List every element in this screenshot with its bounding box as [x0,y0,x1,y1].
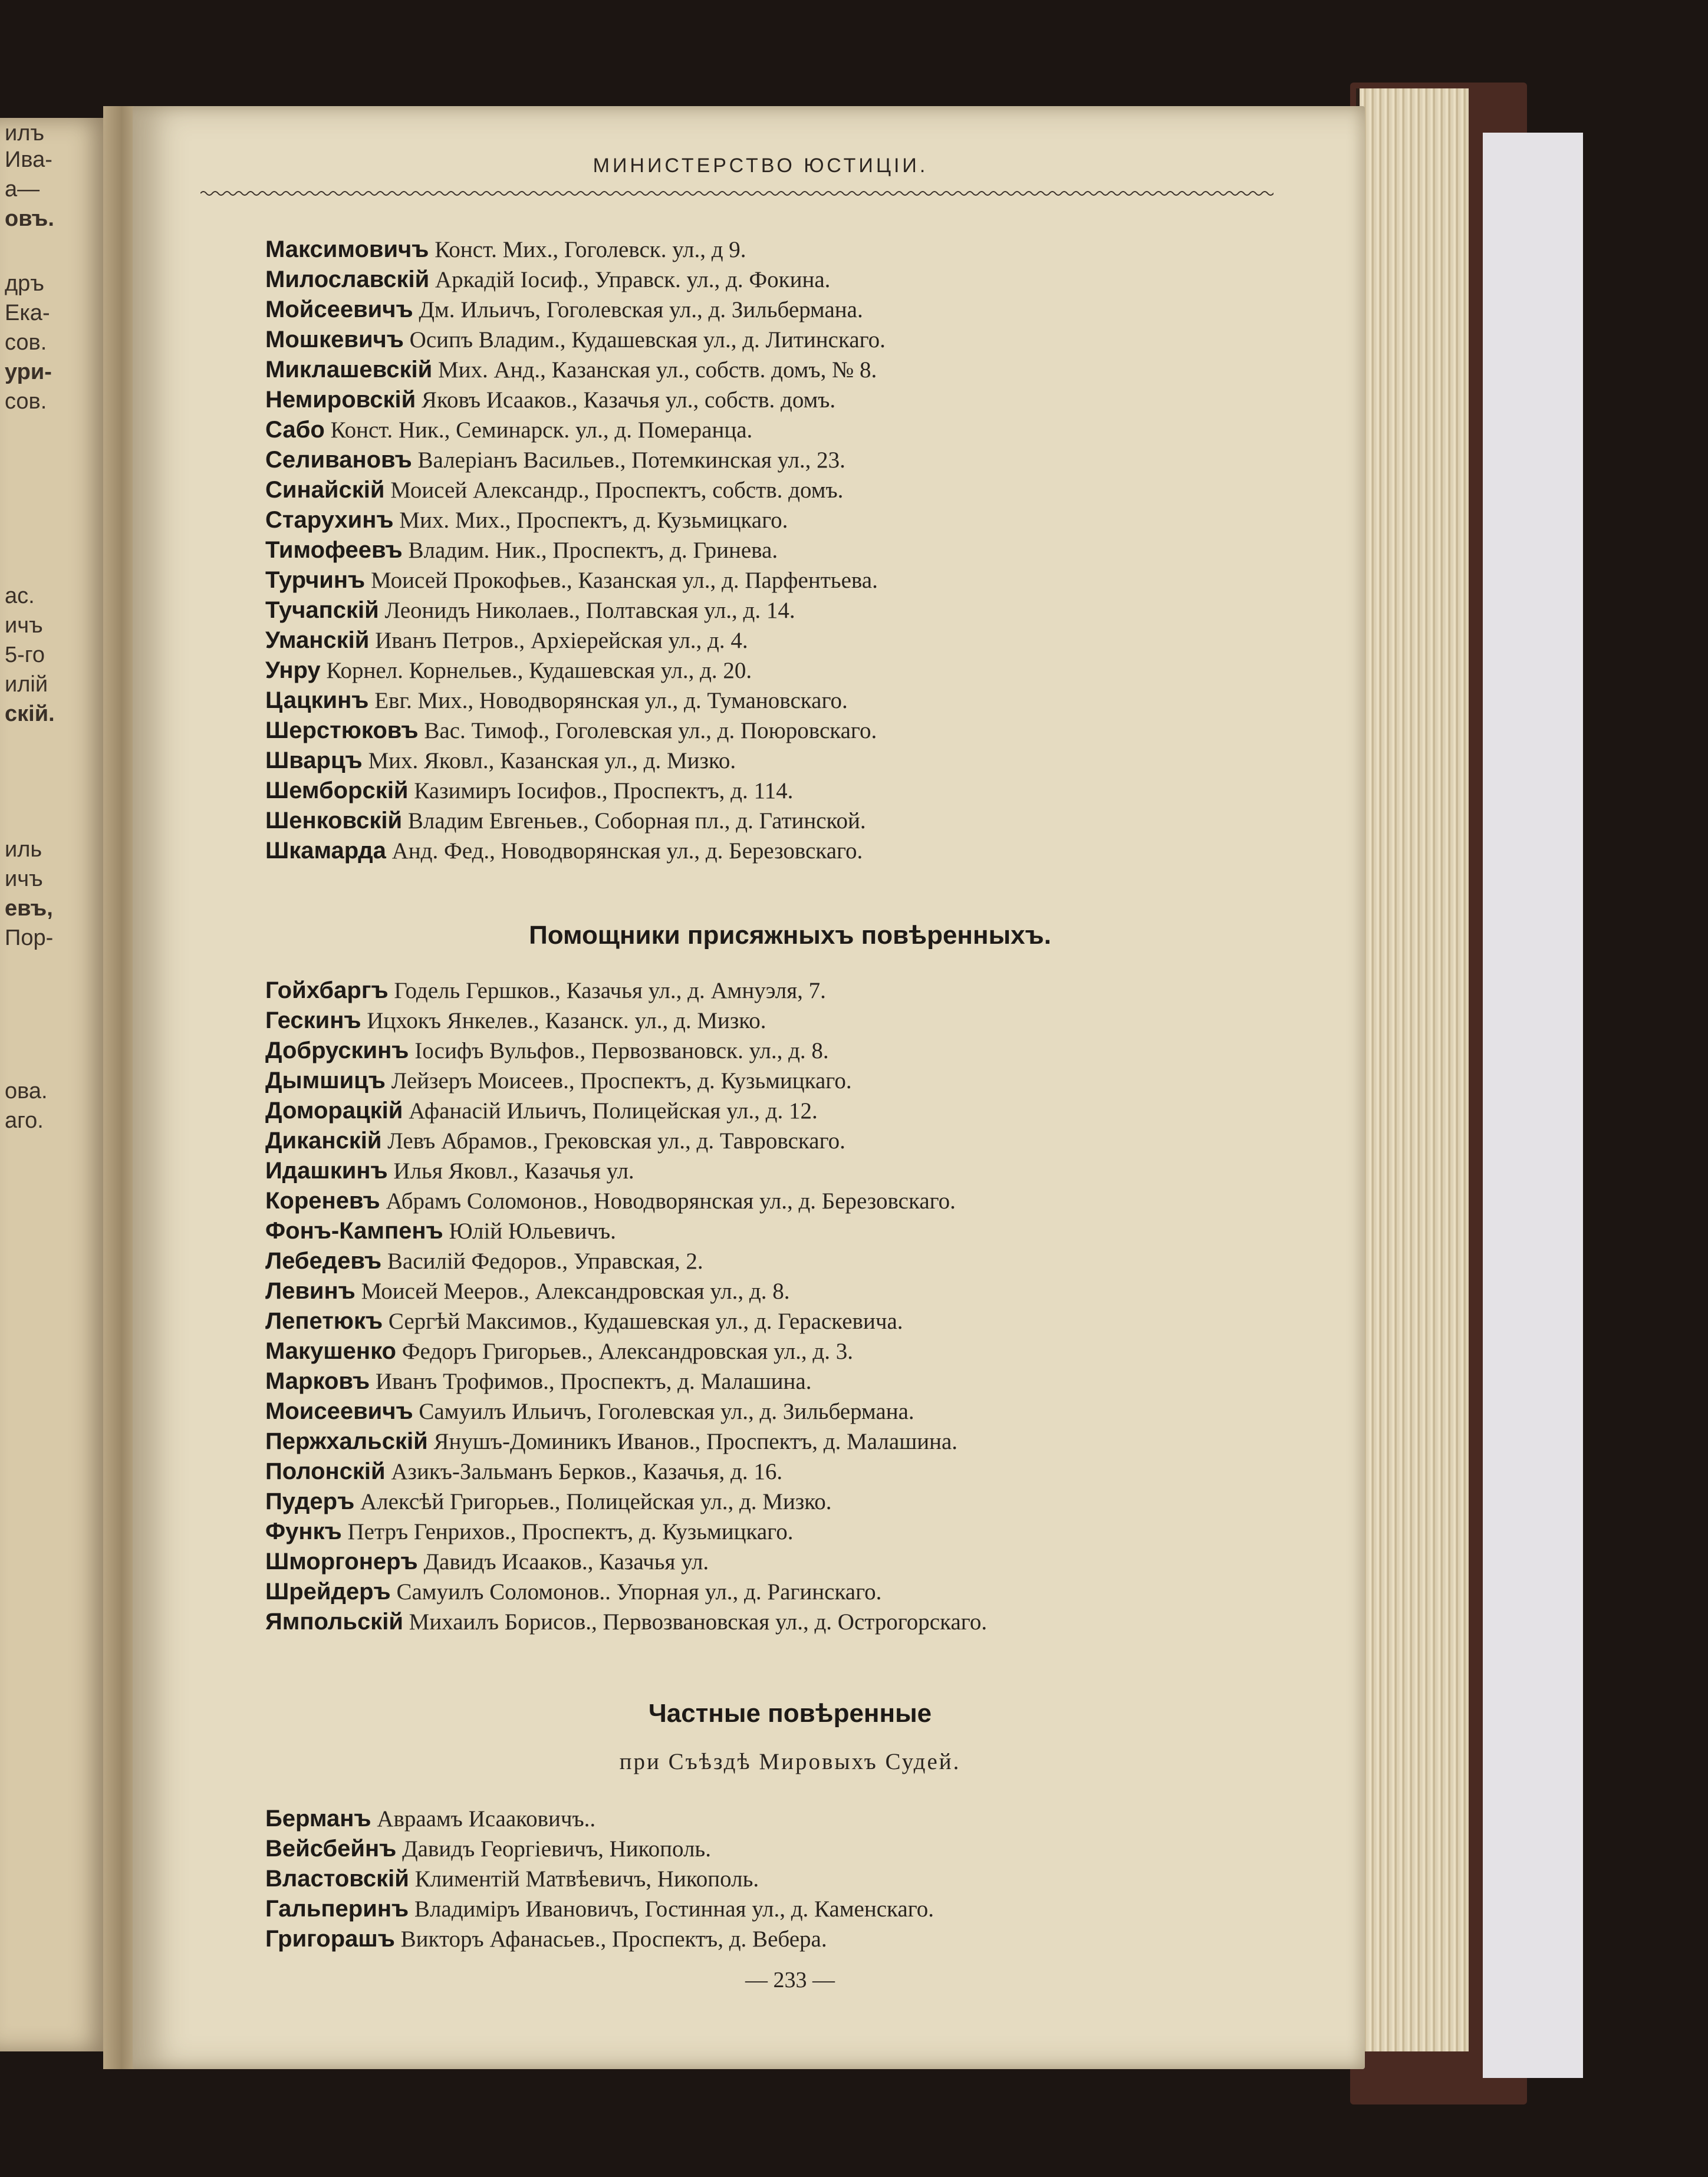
person-surname: Гескинъ [265,1007,361,1033]
list-item [265,1547,1327,1577]
person-surname: Шморгонеръ [265,1549,418,1575]
person-details: Самуилъ Ильичъ, Гоголевская ул., д. Зильбермана. [419,1399,914,1424]
left-page-fragment: евъ, [5,896,53,921]
person-surname: Полонскій [265,1458,386,1484]
left-page-fragment: ури- [5,360,52,384]
list-item [265,1487,1327,1517]
person-surname: Турчинъ [265,567,366,593]
person-details: Авраамъ Исааковичъ.. [377,1806,596,1832]
person-details: Осипъ Владим., Кудашевская ул., д. Литинскаго. [409,327,886,353]
list-item [265,535,1327,565]
list-item [265,295,1327,325]
left-page-fragment: сов. [5,330,47,355]
list-item [265,445,1327,475]
list-item [265,1427,1327,1457]
person-details: Мих. Яковл., Казанская ул., д. Мизко. [368,748,736,773]
left-page-fragment: Пор- [5,926,54,950]
person-surname: Шварцъ [265,747,363,773]
list-item [265,1186,1327,1216]
list-item [265,1517,1327,1547]
person-surname: Унру [265,657,321,683]
person-details: Іосифъ Вульфов., Первозвановск. ул., д. 8. [414,1038,829,1063]
person-details: Конст. Мих., Гоголевск. ул., д 9. [435,237,746,262]
person-surname: Пержхальскій [265,1428,428,1454]
left-page-fragment: дръ [5,271,45,296]
person-surname: Фонъ-Кампенъ [265,1218,443,1244]
left-page-edge [0,118,112,2051]
person-surname: Григорашъ [265,1926,395,1952]
list-item [265,976,1327,1006]
person-details: Леонидъ Николаев., Полтавская ул., д. 14. [384,598,795,623]
section-1-entries [265,235,1327,866]
left-page-fragment: илъ [5,121,45,146]
person-details: Лейзеръ Моисеев., Проспектъ, д. Кузьмицкаго. [391,1068,852,1094]
left-page-fragment: ова. [5,1079,48,1104]
person-surname: Мошкевичъ [265,327,404,353]
person-details: Давидъ Георгіевичъ, Никополь. [402,1836,711,1862]
person-details: Викторъ Афанасьев., Проспектъ, д. Вебера. [400,1926,827,1952]
person-surname: Марковъ [265,1368,370,1394]
list-item [265,746,1327,776]
section-3-entries [265,1804,1327,1954]
list-item [265,1607,1327,1637]
list-item [265,265,1327,295]
person-details: Самуилъ Соломонов.. Упорная ул., д. Рагинскаго. [396,1579,882,1605]
list-item [265,776,1327,806]
person-surname: Уманскій [265,627,370,653]
left-page-fragment: Ива- [5,147,52,172]
person-surname: Мойсеевичъ [265,297,413,322]
person-details: Азикъ-Зальманъ Берков., Казачья, д. 16. [391,1459,783,1484]
person-details: Владиміръ Ивановичъ, Гостинная ул., д. Каменскаго. [414,1896,934,1922]
person-details: Дм. Ильичъ, Гоголевская ул., д. Зильбермана. [419,297,863,322]
person-details: Афанасій Ильичъ, Полицейская ул., д. 12. [409,1098,818,1124]
list-item [265,1894,1327,1924]
person-details: Юлій Юльевичъ. [449,1218,616,1244]
person-details: Вас. Тимоф., Гоголевская ул., д. Поюровскаго. [424,718,877,743]
left-page-fragment: сов. [5,389,47,414]
list-item [265,1066,1327,1096]
person-details: Иванъ Петров., Архіерейская ул., д. 4. [375,628,748,653]
person-surname: Синайскій [265,477,385,503]
person-details: Федоръ Григорьев., Александровская ул., д. 3. [402,1339,854,1364]
list-item [265,1006,1327,1036]
list-item [265,716,1327,746]
person-surname: Ямпольскій [265,1609,403,1635]
person-details: Моисей Мееров., Александровская ул., д. 8. [361,1279,790,1304]
list-item [265,1366,1327,1397]
person-details: Абрамъ Соломонов., Новодворянская ул., д. Березовскаго. [386,1188,956,1214]
left-page-fragment: скій. [5,701,55,726]
person-details: Алексѣй Григорьев., Полицейская ул., д. Мизко. [360,1489,832,1514]
list-item [265,1397,1327,1427]
person-surname: Гальперинъ [265,1896,409,1922]
person-details: Василій Федоров., Управская, 2. [387,1249,703,1274]
list-item [265,565,1327,595]
list-item [265,1804,1327,1834]
person-surname: Селивановъ [265,447,412,473]
list-item [265,1276,1327,1306]
section-title-assistants: Помощники присяжныхъ повѣренныхъ. [529,921,1051,950]
person-surname: Функъ [265,1519,342,1544]
person-details: Евг. Мих., Новодворянская ул., д. Тумановскаго. [374,688,848,713]
list-item [265,1834,1327,1864]
person-surname: Сабо [265,417,325,443]
person-details: Владим Евгеньев., Соборная пл., д. Гатинской. [407,808,866,834]
person-details: Мих. Анд., Казанская ул., собств. домъ, № 8. [437,357,877,383]
list-item [265,836,1327,866]
running-head: МИНИСТЕРСТВО ЮСТИЦІИ. [593,154,929,177]
section-subtitle: при Съѣздѣ Мировыхъ Судей. [619,1749,961,1774]
left-page-fragment: овъ. [5,206,54,231]
left-page-fragment: аго. [5,1108,44,1133]
list-item [265,505,1327,535]
person-details: Иванъ Трофимов., Проспектъ, д. Малашина. [375,1369,812,1394]
page-number: — 233 — [745,1968,835,1992]
person-surname: Максимовичъ [265,236,429,262]
person-surname: Шрейдеръ [265,1579,391,1605]
person-surname: Дымшицъ [265,1068,386,1094]
person-surname: Берманъ [265,1806,371,1832]
background-card [1483,133,1583,2078]
person-details: Годель Гершков., Казачья ул., д. Амнуэля, 7. [394,978,826,1003]
person-details: Ицхокъ Янкелев., Казанск. ул., д. Мизко. [367,1008,766,1033]
person-surname: Шерстюковъ [265,717,419,743]
person-surname: Левинъ [265,1278,356,1304]
list-item [265,1457,1327,1487]
left-page-fragment: илій [5,672,48,697]
person-details: Левъ Абрамов., Грековская ул., д. Тавровскаго. [387,1128,845,1154]
list-item [265,355,1327,385]
list-item [265,235,1327,265]
section-2-entries [265,976,1327,1637]
person-surname: Милославскій [265,266,430,292]
person-details: Петръ Генрихов., Проспектъ, д. Кузьмицкаго. [347,1519,794,1544]
person-details: Владим. Ник., Проспектъ, д. Гринева. [408,538,778,563]
list-item [265,1246,1327,1276]
person-surname: Миклашевскій [265,357,433,383]
left-page-fragment: иль [5,837,42,862]
person-details: Корнел. Корнельев., Кудашевская ул., д. 20. [326,658,752,683]
person-details: Валеріанъ Васильев., Потемкинская ул., 23. [417,447,845,473]
list-item [265,1126,1327,1156]
person-surname: Лепетюкъ [265,1308,383,1334]
person-surname: Шкамарда [265,838,386,864]
list-item [265,1577,1327,1607]
list-item [265,1864,1327,1894]
person-details: Моисей Александр., Проспектъ, собств. домъ. [390,477,844,503]
person-surname: Вейсбейнъ [265,1836,397,1862]
person-details: Михаилъ Борисов., Первозвановская ул., д. Острогорскаго. [409,1609,988,1635]
list-item [265,1216,1327,1246]
list-item [265,475,1327,505]
person-details: Казимиръ Іосифов., Проспектъ, д. 114. [414,778,794,803]
section-title-private-attorneys: Частные повѣренные [648,1699,932,1728]
decorative-wavy-rule [200,189,1273,198]
list-item [265,686,1327,716]
list-item [265,1336,1327,1366]
list-item [265,1924,1327,1954]
list-item [265,1096,1327,1126]
person-details: Сергѣй Максимов., Кудашевская ул., д. Гераскевича. [388,1309,903,1334]
left-page-fragment: а— [5,177,40,202]
person-surname: Властовскій [265,1866,409,1892]
list-item [265,1036,1327,1066]
person-surname: Немировскій [265,387,416,413]
person-details: Давидъ Исааков., Казачья ул. [423,1549,709,1575]
list-item [265,806,1327,836]
person-details: Аркадій Іосиф., Управск. ул., д. Фокина. [435,267,831,292]
list-item [265,1156,1327,1186]
list-item [265,595,1327,625]
person-surname: Пудеръ [265,1488,355,1514]
person-surname: Цацкинъ [265,687,369,713]
person-details: Янушъ-Доминикъ Иванов., Проспектъ, д. Малашина. [433,1429,958,1454]
list-item [265,325,1327,355]
person-surname: Доморацкій [265,1098,403,1124]
person-surname: Идашкинъ [265,1158,388,1184]
person-details: Моисей Прокофьев., Казанская ул., д. Парфентьева. [370,568,878,593]
list-item [265,625,1327,656]
person-details: Климентій Матвѣевичъ, Никополь. [414,1866,759,1892]
list-item [265,656,1327,686]
person-surname: Диканскій [265,1128,382,1154]
person-surname: Тимофеевъ [265,537,403,563]
left-page-fragment: 5-го [5,643,45,667]
person-surname: Макушенко [265,1338,396,1364]
left-page-fragment: ас. [5,584,35,608]
person-surname: Тучапскій [265,597,379,623]
left-page-fragment: ичъ [5,867,43,891]
person-surname: Кореневъ [265,1188,380,1214]
person-details: Илья Яковл., Казачья ул. [393,1158,634,1184]
person-details: Яковъ Исааков., Казачья ул., собств. домъ. [421,387,836,413]
person-surname: Шенковскій [265,808,403,834]
page-stack-edge [1356,88,1469,2051]
person-surname: Лебедевъ [265,1248,382,1274]
person-details: Мих. Мих., Проспектъ, д. Кузьмицкаго. [399,508,788,533]
list-item [265,415,1327,445]
person-details: Конст. Ник., Семинарск. ул., д. Померанца. [330,417,753,443]
list-item [265,385,1327,415]
person-surname: Гойхбаргъ [265,977,389,1003]
person-surname: Добрускинъ [265,1038,409,1063]
left-page-fragment: Ека- [5,301,50,325]
person-surname: Старухинъ [265,507,394,533]
list-item [265,1306,1327,1336]
person-surname: Моисеевичъ [265,1398,413,1424]
person-details: Анд. Фед., Новодворянская ул., д. Березовскаго. [391,838,863,864]
person-surname: Шемборскій [265,778,409,803]
left-page-fragment: ичъ [5,613,43,638]
